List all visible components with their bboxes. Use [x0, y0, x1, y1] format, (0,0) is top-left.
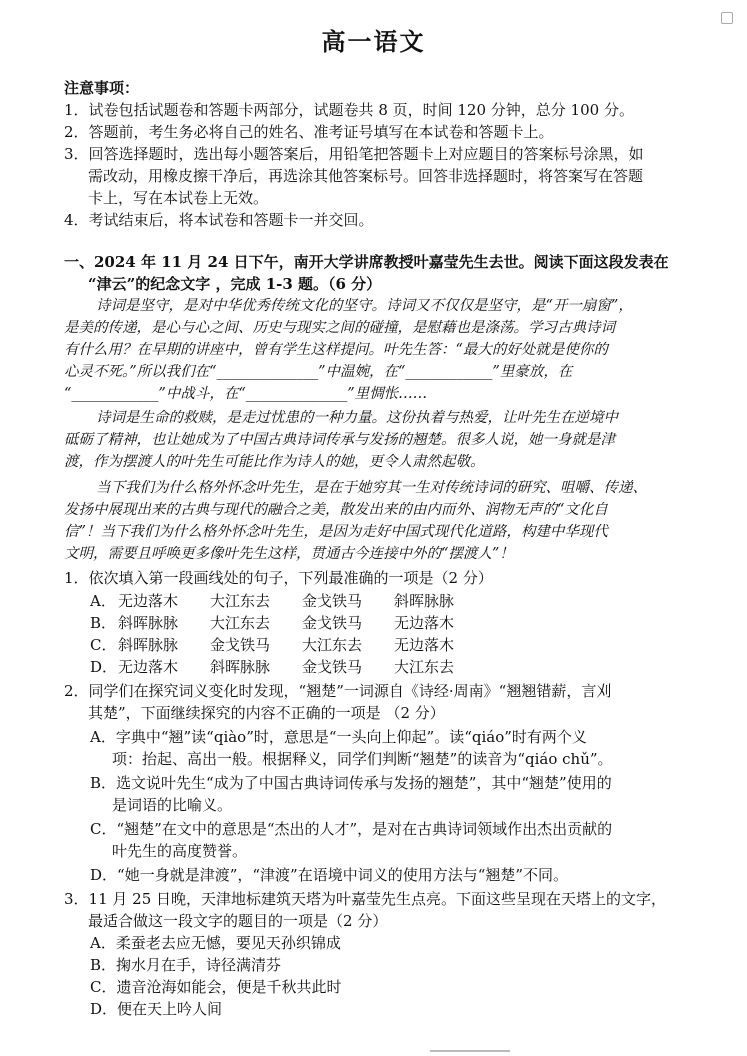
q3-stem: 3．11 月 25 日晚，天津地标建筑天塔为叶嘉莹先生点亮。下面这些呈现在天塔上的文字，: [64, 890, 667, 908]
option-cell: 大江东去: [210, 592, 271, 610]
option-cell: 无边落木: [118, 592, 179, 610]
q1-option-b: [90, 613, 486, 633]
q3-option-b: B．掬水月在手，诗径满清芬: [90, 956, 282, 974]
footer-smudge: [430, 1050, 510, 1052]
option-cell: 斜晖脉脉: [118, 614, 179, 632]
q3-option-c: C．遗音沧海如能会，便是千秋共此时: [90, 978, 342, 996]
q2-option-a: A．字典中“翘”读“qiào”时，意思是“一头向上仰起”。读“qiáo”时有两个义: [90, 728, 587, 746]
q1-option-a: [90, 591, 486, 611]
q1-option-d: [90, 657, 486, 677]
notes-heading: 注意事项：: [64, 79, 140, 97]
q2-option-d: D．“她一身就是津渡”，“津渡”在语境中词义的使用方法与“翘楚”不同。: [90, 866, 569, 884]
option-cell: 大江东去: [302, 636, 363, 654]
option-cell: 无边落木: [118, 658, 179, 676]
option-tag: D．: [90, 658, 118, 676]
section-intro: “津云”的纪念文字 ，完成 1-3 题。（6 分）: [88, 275, 382, 293]
passage-line: 心灵不死。”所以我们在“______________”中温婉，在“____________”里豪放，在: [64, 364, 573, 380]
passage-line: 当下我们为什么格外怀念叶先生，是在于她穷其一生对传统诗词的研究、咀嚼、传递、: [96, 480, 647, 496]
note-line: 4．考试结束后，将本试卷和答题卡一并交回。: [64, 211, 374, 229]
passage-line: 是美的传递，是心与心之间、历史与现实之间的碰撞，是慰藉也是涤荡。学习古典诗词: [64, 320, 615, 336]
passage-line: 渡，作为摆渡人的叶先生可能比作为诗人的她，更令人肃然起敬。: [64, 454, 485, 470]
option-tag: A．: [90, 592, 116, 610]
option-cell: 无边落木: [394, 614, 455, 632]
option-cell: 斜晖脉脉: [118, 636, 179, 654]
passage-line: “____________”中战斗，在“______________”里惆怅……: [64, 386, 428, 402]
q2-stem: 2．同学们在探究词义变化时发现，“翘楚”一词源自《诗经·周南》“翘翘错薪，言刈: [64, 682, 612, 700]
option-cell: 无边落木: [394, 636, 455, 654]
q3-option-d: D．便在天上吟人间: [90, 1000, 223, 1018]
page-title: 高一语文: [321, 28, 426, 56]
q1-stem: 1．依次填入第一段画线处的句子，下列最准确的一项是（2 分）: [64, 569, 493, 587]
note-line: 3．回答选择题时，选出每小题答案后，用铅笔把答题卡上对应题目的答案标号涂黑，如: [64, 145, 644, 163]
q1-option-c: [90, 635, 486, 655]
option-cell: 金戈铁马: [302, 592, 363, 610]
passage-line: 砥砺了精神，也让她成为了中国古典诗词传承与发扬的翘楚。很多人说，她一身就是津: [64, 432, 615, 448]
passage-line: 发扬中展现出来的古典与现代的融合之美，散发出来的由内而外、润物无声的“文化自: [64, 502, 608, 518]
q2-option-c: C．“翘楚”在文中的意思是“杰出的人才”，是对在古典诗词领域作出杰出贡献的: [90, 820, 613, 838]
note-line: 2．答题前，考生务必将自己的姓名、准考证号填写在本试卷和答题卡上。: [64, 123, 554, 141]
passage-line: 文明，需要且呼唤更多像叶先生这样，贯通古今连接中外的“摆渡人”！: [64, 546, 514, 562]
q2-option-c-cont: 叶先生的高度赞誉。: [112, 842, 248, 860]
option-cell: 大江东去: [394, 658, 455, 676]
option-cell: 斜晖脉脉: [210, 658, 271, 676]
note-line: 卡上，写在本试卷上无效。: [88, 189, 269, 207]
option-cell: 斜晖脉脉: [394, 592, 455, 610]
passage-line: 诗词是坚守，是对中华优秀传统文化的坚守。诗词又不仅仅是坚守，是“开一扇窗”，: [96, 298, 633, 314]
passage-line: 诗词是生命的救赎，是走过忧患的一种力量。这份执着与热爱，让叶先生在逆境中: [96, 410, 618, 426]
q3-option-a: A．柔蚕老去应无憾，要见天孙织锦成: [90, 934, 341, 952]
passage-line: 有什么用？在早期的讲座中，曾有学生这样提问。叶先生答：“最大的好处就是使你的: [64, 342, 608, 358]
section-intro: 一、2024 年 11 月 24 日下午，南开大学讲席教授叶嘉莹先生去世。阅读下面这段发表在: [64, 253, 669, 271]
passage-line: 信”！当下我们为什么格外怀念叶先生，是因为走好中国式现代化道路，构建中华现代: [64, 524, 608, 540]
q3-stem: 最适合做这一段文字的题目的一项是（2 分）: [88, 912, 388, 930]
option-tag: B．: [90, 614, 117, 632]
note-line: 1．试卷包括试题卷和答题卡两部分，试题卷共 8 页，时间 120 分钟，总分 100 分。: [64, 101, 634, 119]
q2-option-b-cont: 是词语的比喻义。: [112, 796, 233, 814]
q2-stem: 其楚”，下面继续探究的内容不正确的一项是 （2 分）: [88, 704, 445, 722]
q2-option-a-cont: 项：抬起、高出一般。根据释义，同学们判断“翘楚”的读音为“qiáo chǔ”。: [112, 750, 613, 768]
option-cell: 大江东去: [210, 614, 271, 632]
option-cell: 金戈铁马: [210, 636, 271, 654]
option-cell: 金戈铁马: [302, 614, 363, 632]
option-tag: C．: [90, 636, 117, 654]
q2-option-b: B．选文说叶先生“成为了中国古典诗词传承与发扬的翘楚”，其中“翘楚”使用的: [90, 774, 612, 792]
option-cell: 金戈铁马: [302, 658, 363, 676]
note-line: 需改动，用橡皮擦干净后，再选涂其他答案标号。回答非选择题时，将答案写在答题: [88, 167, 644, 185]
